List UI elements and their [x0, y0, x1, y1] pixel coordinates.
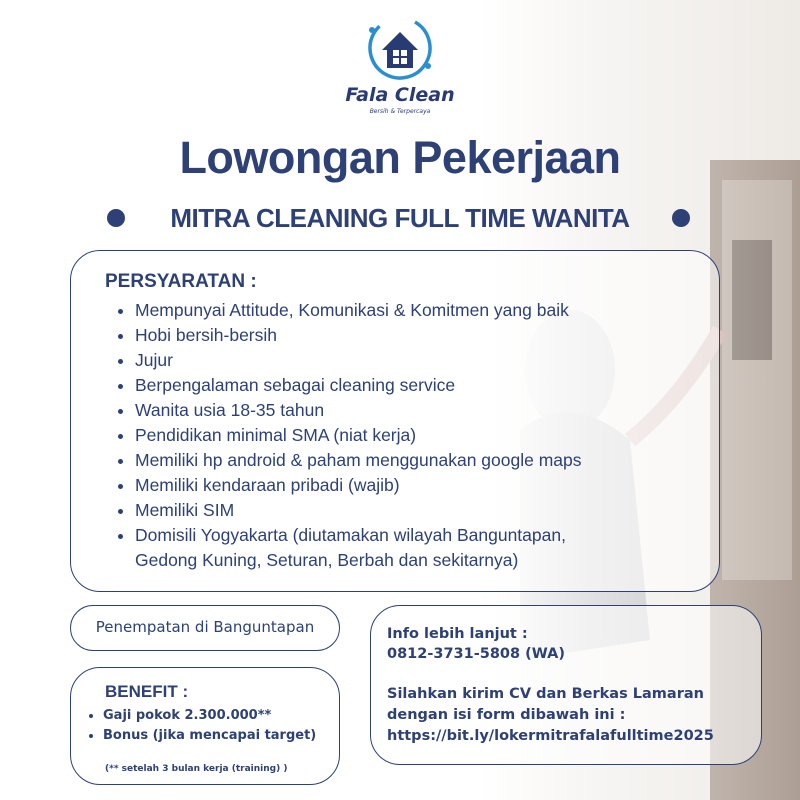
info-panel: [370, 605, 762, 765]
list-item: • Jujur: [135, 348, 582, 373]
benefit-panel: [70, 667, 340, 785]
brand-name: Fala Clean: [345, 84, 455, 106]
headline: Lowongan Pekerjaan: [179, 132, 621, 183]
position-title: MITRA CLEANING FULL TIME WANITA: [170, 203, 630, 233]
requirements-list: [117, 298, 582, 573]
form-link[interactable]: https://bit.ly/lokermitrafalafulltime2025: [387, 728, 714, 744]
list-item: • Pendidikan minimal SMA (niat kerja): [135, 423, 582, 448]
list-item: • Berpengalaman sebagai cleaning service: [135, 373, 582, 398]
benefit-list: [89, 706, 316, 746]
placement-panel: [70, 605, 340, 651]
requirements-title: PERSYARATAN :: [105, 271, 257, 292]
phone-number[interactable]: 0812-3731-5808 (WA): [387, 646, 565, 662]
bullet-dot-right: [672, 209, 690, 227]
list-item: • Wanita usia 18-35 tahun: [135, 398, 582, 423]
list-item: • Domisili Yogyakarta (diutamakan wilayah Banguntapan,: [135, 523, 582, 548]
list-item: • Bonus (jika mencapai target): [103, 726, 316, 746]
list-item: • Hobi bersih-bersih: [135, 323, 582, 348]
placement-text: Penempatan di Banguntapan: [95, 618, 315, 636]
list-item-continuation: Gedong Kuning, Seturan, Berbah dan sekitarnya): [135, 550, 519, 570]
list-item: • Mempunyai Attitude, Komunikasi & Komitmen yang baik: [135, 298, 582, 323]
benefit-note: (** setelah 3 bulan kerja (training) ): [105, 764, 288, 774]
instruction-line-2: dengan isi form dibawah ini :: [387, 707, 626, 723]
list-item: • Memiliki hp android & paham menggunakan google maps: [135, 448, 582, 473]
requirements-panel: [70, 250, 720, 592]
list-item: • Gaji pokok 2.300.000**: [103, 706, 316, 726]
fala-clean-logo: [350, 8, 450, 90]
info-label: Info lebih lanjut :: [387, 626, 528, 642]
brand-tagline: Bersih & Terpercaya: [369, 108, 431, 115]
list-item: • Memiliki SIM: [135, 498, 582, 523]
benefit-title: BENEFIT :: [105, 682, 189, 701]
list-item: • Memiliki kendaraan pribadi (wajib): [135, 473, 582, 498]
instruction-line-1: Silahkan kirim CV dan Berkas Lamaran: [387, 686, 704, 702]
